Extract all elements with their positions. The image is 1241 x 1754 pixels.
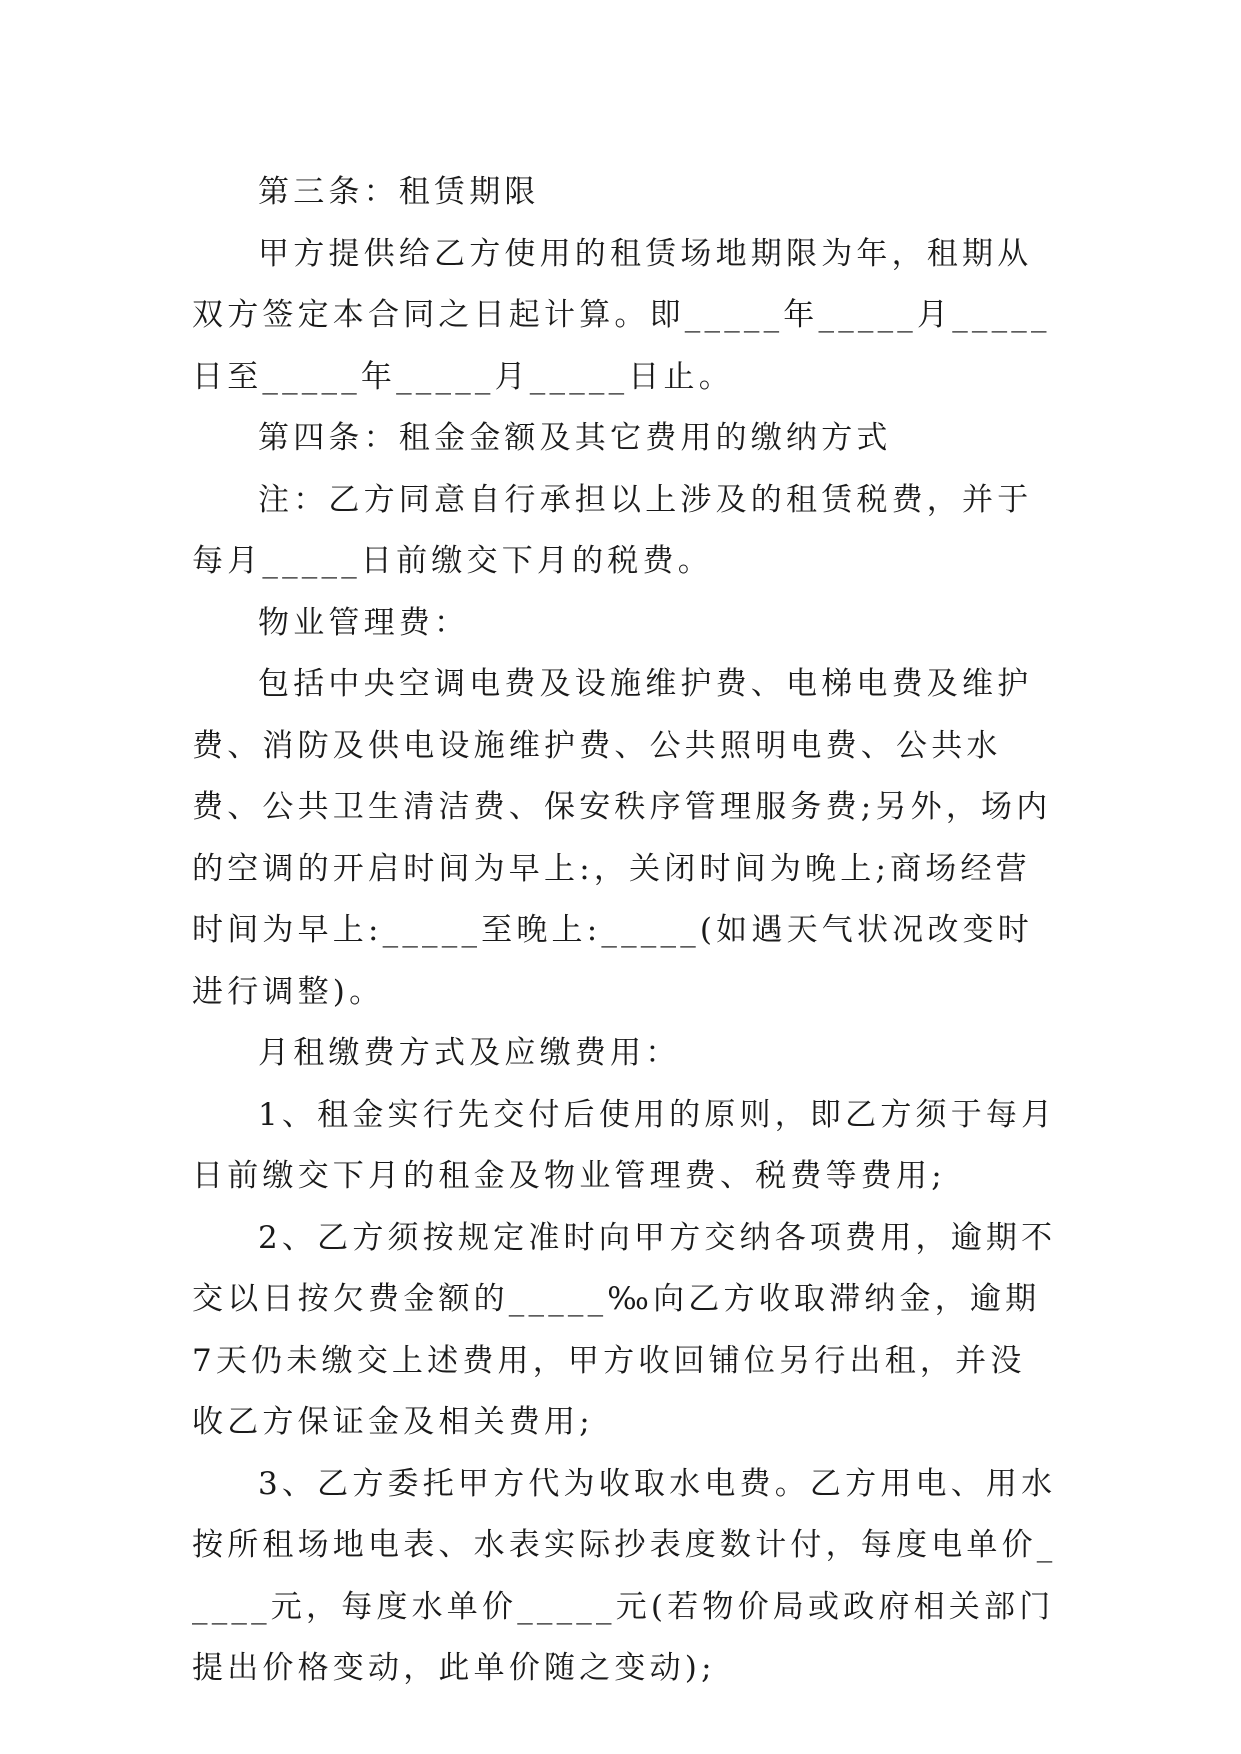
clause-2-paragraph: 2、乙方须按规定准时向甲方交纳各项费用，逾期不交以日按欠费金额的_____‰向乙方收取滞纳金，逾期7天仍未缴交上述费用，甲方收回铺位另行出租，并没收乙方保证金及相关费用; [192,1219,1057,1440]
document-body [192,162,1058,1700]
monthly-payment-heading: 月租缴费方式及应缴费用： [258,1035,681,1071]
property-fee-paragraph: 包括中央空调电费及设施维护费、电梯电费及维护费、消防及供电设施维护费、公共照明电费、公共水费、公共卫生清洁费、保安秩序管理服务费;另外，场内的空调的开启时间为早上:，关闭时间为晚上;商场经营时间为早上:_____至晚上:_____(如遇天气状况改变时进行调整)。 [192,666,1052,1010]
article-3-heading: 第三条：租赁期限 [258,174,540,210]
clause-1-paragraph: 1、租金实行先交付后使用的原则，即乙方须于每月日前缴交下月的租金及物业管理费、税费等费用; [192,1096,1057,1194]
tax-note-paragraph: 注：乙方同意自行承担以上涉及的租赁税费，并于每月_____日前缴交下月的税费。 [192,481,1033,579]
lease-term-paragraph: 甲方提供给乙方使用的租赁场地期限为年，租期从双方签定本合同之日起计算。即_____年_____月_____日至_____年_____月_____日止。 [192,235,1051,395]
property-fee-heading: 物业管理费： [258,604,470,641]
article-4-heading: 第四条：租金金额及其它费用的缴纳方式 [258,420,892,456]
clause-3-paragraph: 3、乙方委托甲方代为收取水电费。乙方用电、用水按所租场地电表、水表实际抄表度数计付，每度电单价_____元，每度水单价_____元(若物价局或政府相关部门提出价格变动，此单价随之变动); [192,1465,1057,1686]
